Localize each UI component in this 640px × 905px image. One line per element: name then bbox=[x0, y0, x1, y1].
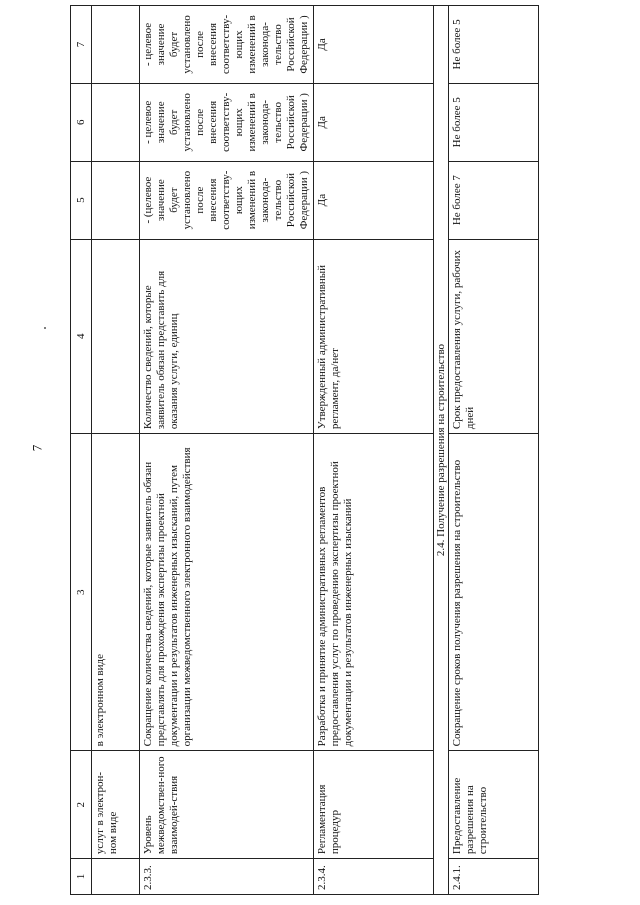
page-number: 7 bbox=[29, 444, 45, 452]
cell-value-6: - целевое значение будет установлено после внесения соответству-ющих изменений в законода-тельство Российской Федерации ) bbox=[140, 83, 314, 161]
cell-number bbox=[92, 859, 140, 895]
cell-name: услуг в электрон-ном виде bbox=[92, 751, 140, 859]
cell-value-7 bbox=[92, 6, 140, 84]
cell-value-7: Не более 5 bbox=[449, 6, 539, 84]
cell-name: Уровень межведомствен-ного взаимодей-ствия bbox=[140, 751, 314, 859]
header-cell-4: 4 bbox=[71, 239, 92, 434]
table-row bbox=[140, 6, 314, 895]
cell-number: 2.4.1. bbox=[449, 859, 539, 895]
header-cell-3: 3 bbox=[71, 434, 92, 751]
section-row bbox=[434, 6, 449, 895]
header-cell-7: 7 bbox=[71, 6, 92, 84]
header-cell-5: 5 bbox=[71, 161, 92, 239]
cell-indicator: Срок предоставления услуги, рабочих дней bbox=[449, 239, 539, 434]
table-row bbox=[314, 6, 434, 895]
indicators-table bbox=[70, 5, 539, 895]
cell-value-6: Не более 5 bbox=[449, 83, 539, 161]
table-row bbox=[449, 6, 539, 895]
header-cell-1: 1 bbox=[71, 859, 92, 895]
cell-measure: Сокращение количества сведений, которые заявитель обязан представлять для прохождения экспертизы проектной документации и результатов инженерных изысканий, путем организации межведомственного электронного взаимодействия bbox=[140, 434, 314, 751]
header-row bbox=[71, 6, 92, 895]
cell-measure: Разработка и принятие административных регламентов предоставления услуг по проведению экспертизы проектной документации и результатов инженерных изысканий bbox=[314, 434, 434, 751]
cell-value-6: Да bbox=[314, 83, 434, 161]
cell-measure: Сокращение сроков получения разрешения на строительство bbox=[449, 434, 539, 751]
cell-measure: в электронном виде bbox=[92, 434, 140, 751]
cell-number: 2.3.3. bbox=[140, 859, 314, 895]
rotated-table-container bbox=[70, 5, 520, 895]
header-cell-2: 2 bbox=[71, 751, 92, 859]
header-cell-6: 6 bbox=[71, 83, 92, 161]
cell-indicator: Количество сведений, которые заявитель обязан представить для оказания услуги, единиц bbox=[140, 239, 314, 434]
cell-number: 2.3.4. bbox=[314, 859, 434, 895]
cell-indicator bbox=[92, 239, 140, 434]
cell-value-7: - целевое значение будет установлено после внесения соответству-ющих изменений в законода-тельство Российской Федерации ) bbox=[140, 6, 314, 84]
cell-value-7: Да bbox=[314, 6, 434, 84]
cell-value-5: Да bbox=[314, 161, 434, 239]
table-row bbox=[92, 6, 140, 895]
section-title: 2.4. Получение разрешения на строительство bbox=[434, 6, 449, 895]
cell-value-6 bbox=[92, 83, 140, 161]
scan-speck bbox=[44, 327, 46, 329]
cell-value-5: Не более 7 bbox=[449, 161, 539, 239]
cell-name: Предоставление разрешения на строительство bbox=[449, 751, 539, 859]
cell-value-5 bbox=[92, 161, 140, 239]
cell-value-5: - (целевое значение будет установлено после внесения соответству-ющих изменений в законода-тельство Российской Федерации ) bbox=[140, 161, 314, 239]
cell-indicator: Утвержденный административный регламент, да/нет bbox=[314, 239, 434, 434]
cell-name: Регламентация процедур bbox=[314, 751, 434, 859]
